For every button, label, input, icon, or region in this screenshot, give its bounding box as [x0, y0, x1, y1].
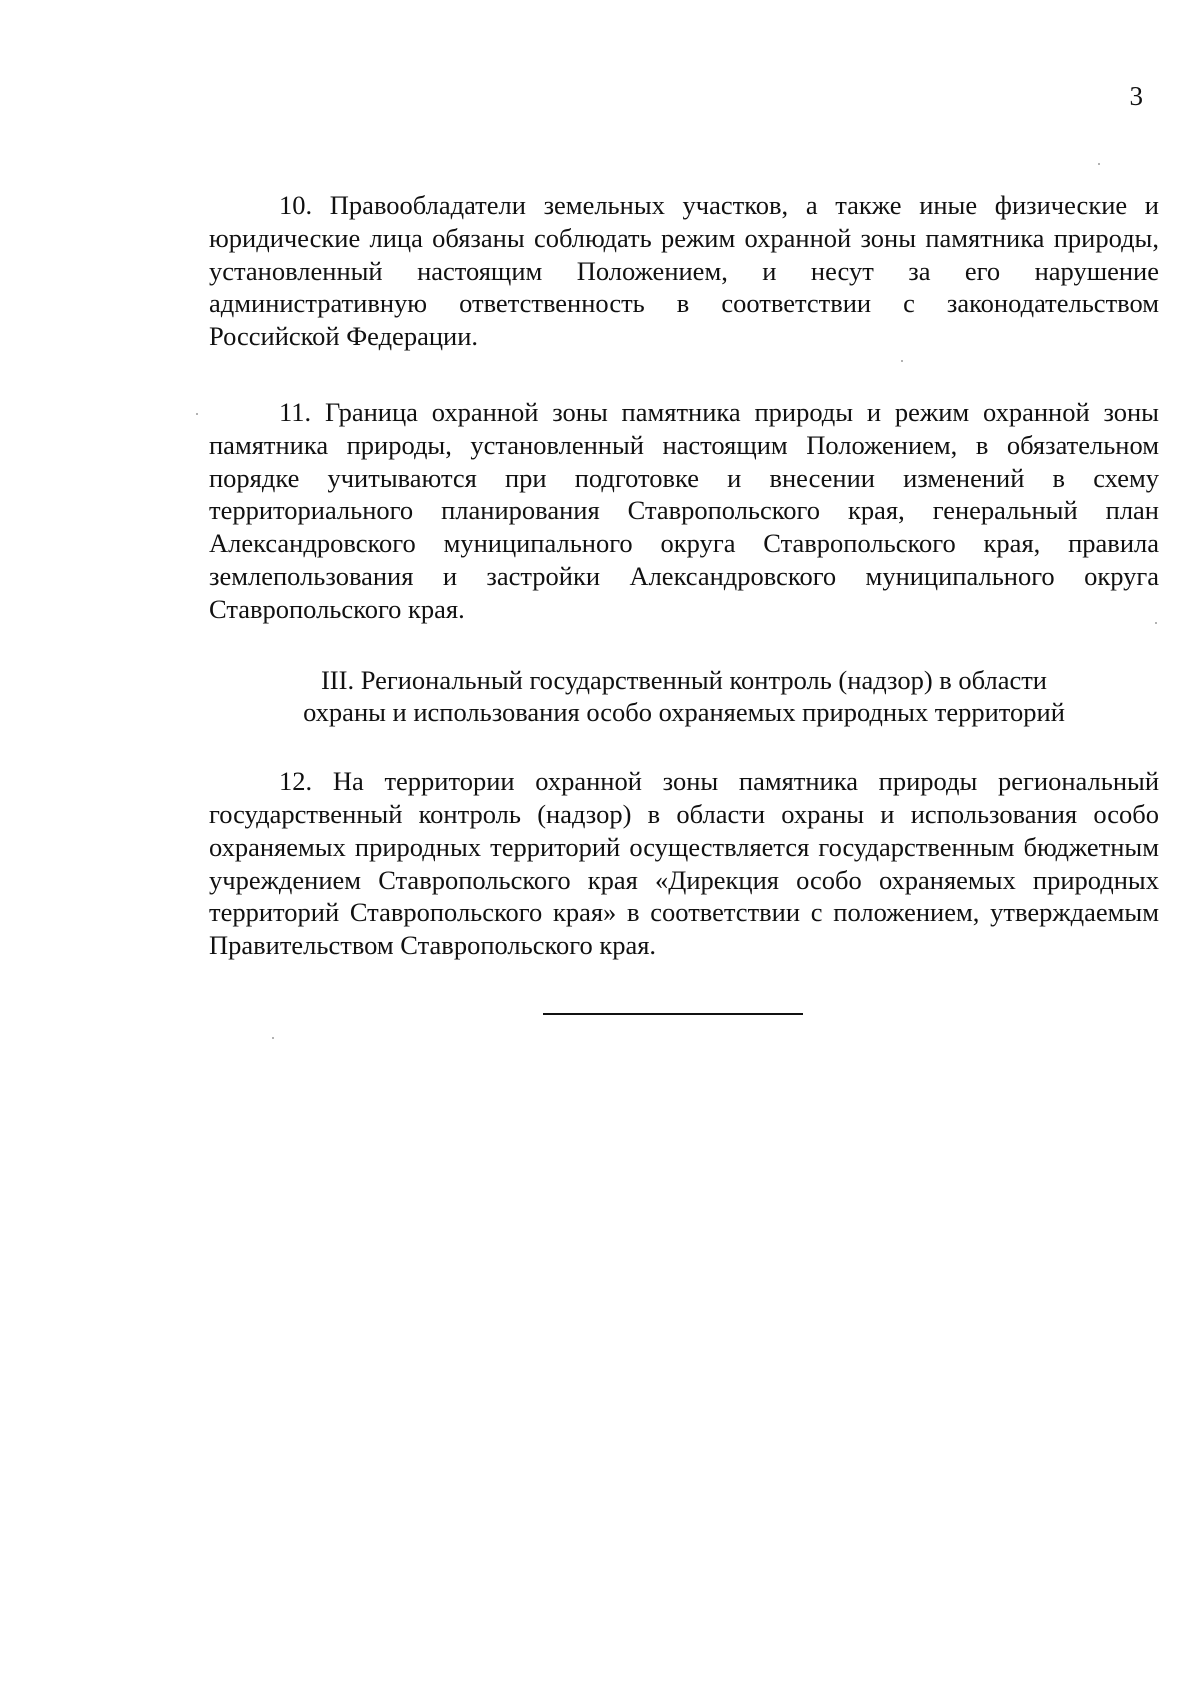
paragraph-12: 12. На территории охранной зоны памятника природы региональный государственный контроль (надзор) в области охраны и использования особо охраняемых природных территорий осуществляется государственным бюджетным учреждением Ставропольского края «Дирекция особо охраняемых природных территорий Ставропольского края» в соответствии с положением, утверждаемым Правительством Ставропольского края.	[209, 766, 1159, 961]
section-heading-line-1: III. Региональный государственный контроль (надзор) в области	[320, 664, 1047, 695]
end-of-document-rule	[543, 1013, 803, 1015]
paragraph-10: 10. Правообладатели земельных участков, а также иные физические и юридические лица обязаны соблюдать режим охранной зоны памятника природы, установленный настоящим Положением, и несут за его нарушение административную ответственность в соответствии с законодательством Российской Федерации.	[209, 190, 1159, 352]
section-heading-iii	[209, 664, 1159, 730]
section-heading-line-2: охраны и использования особо охраняемых природных территорий	[303, 697, 1065, 728]
paragraph-11: 11. Граница охранной зоны памятника природы и режим охранной зоны памятника природы, установленный настоящим Положением, в обязательном порядке учитываются при подготовке и внесении изменений в схему территориального планирования Ставропольского края, генеральный план Александровского муниципального округа Ставропольского края, правила землепользования и застройки Александровского муниципального округа Ставропольского края.	[209, 396, 1159, 624]
page-number: 3	[1129, 81, 1143, 111]
document-body	[209, 189, 1159, 962]
